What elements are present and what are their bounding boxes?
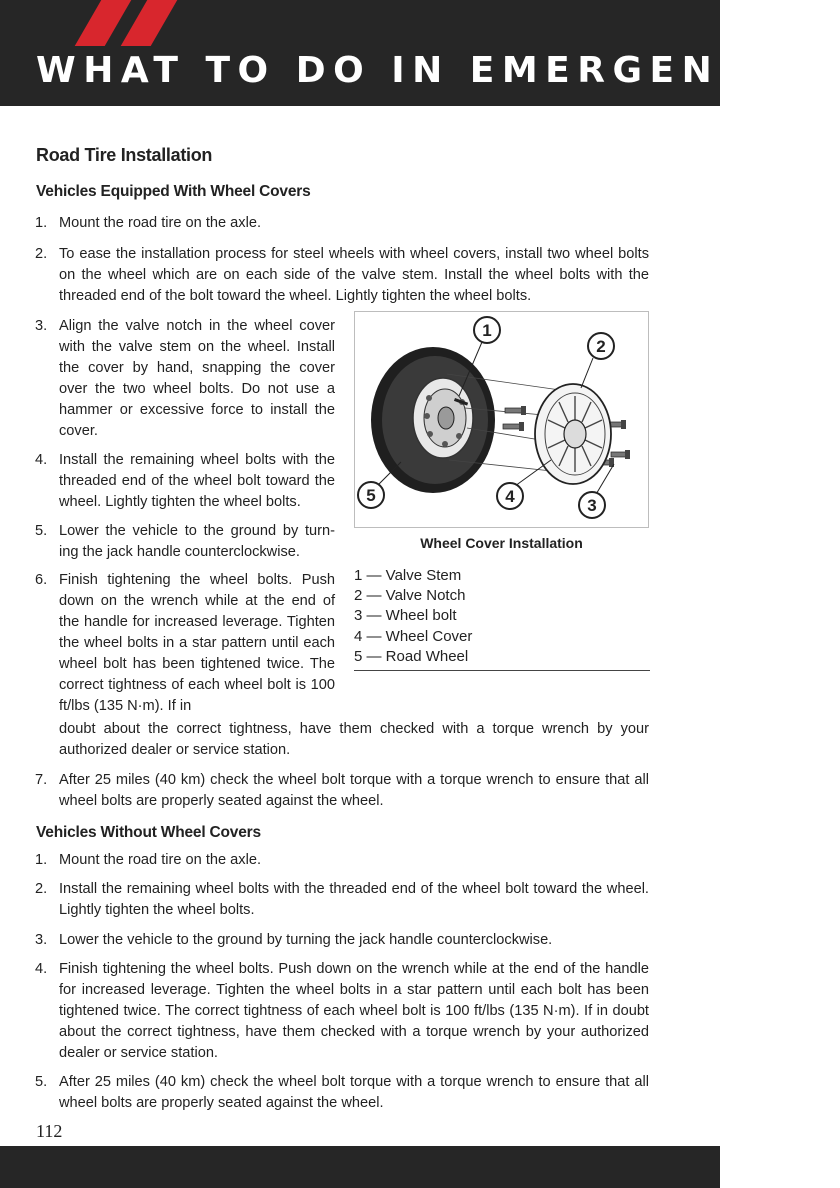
svg-text:1: 1 — [482, 321, 492, 340]
step-number: 4. — [35, 452, 48, 468]
without-covers-step-3 — [35, 930, 649, 951]
svg-text:4: 4 — [505, 487, 515, 506]
lug-hole — [456, 433, 462, 439]
without-covers-step-1 — [35, 850, 649, 871]
with-covers-step-6-continued — [59, 719, 649, 761]
step-number: 1. — [35, 852, 48, 868]
step-number: 7. — [35, 772, 48, 788]
svg-text:2: 2 — [596, 337, 606, 356]
step-text: Mount the road tire on the axle. — [59, 852, 262, 868]
step-text: Align the valve notch in the wheel cover with the valve stem on the wheel. Install the cover by hand, snapping the cover over the two wheel bolts. Do not use a hammer or excessive force to install the cover. — [59, 318, 335, 439]
without-covers-step-2 — [35, 879, 649, 921]
step-number: 3. — [35, 932, 48, 948]
legend-item: 3 — Wheel bolt — [354, 607, 457, 625]
with-covers-step-6 — [35, 570, 335, 717]
with-covers-step-1 — [35, 213, 649, 234]
leader-line-valve-notch — [581, 358, 593, 388]
without-covers-heading: Vehicles Without Wheel Covers — [36, 824, 261, 841]
step-number: 5. — [35, 523, 48, 539]
lug-hole — [442, 441, 448, 447]
without-covers-step-4 — [35, 959, 649, 1064]
svg-text:3: 3 — [587, 496, 597, 515]
legend-item: 1 — Valve Stem — [354, 567, 462, 584]
section-title: Road Tire Installation — [36, 145, 213, 165]
with-covers-step-5 — [35, 521, 335, 563]
step-number: 3. — [35, 318, 48, 334]
legend-item: 5 — Road Wheel — [354, 647, 469, 665]
step-text: Finish tightening the wheel bolts. Push down on the wrench while at the end of the handle for increased leverage. Tighten the wheel bolts in a star pattern until each wheel bolt has been tightened twice. The correct tightness of each wheel bolt is 100 ft/lbs (135 N·m). If in — [59, 572, 335, 714]
step-text: Lower the vehicle to the ground by turning the jack handle counterclockwise. — [59, 932, 553, 948]
with-covers-step-3 — [35, 316, 335, 442]
wheel-cover-center — [564, 420, 586, 448]
with-covers-heading: Vehicles Equipped With Wheel Covers — [36, 183, 311, 200]
header-stripe-right — [121, 0, 178, 46]
step-text: doubt about the correct tightness, have them checked with a torque wrench by your authorized dealer or service station. — [59, 721, 649, 758]
step-text: Lower the vehicle to the ground by turn- ing the jack handle counterclockwise. — [59, 523, 335, 560]
step-text: After 25 miles (40 km) check the wheel bolt torque with a torque wrench to ensure that all wheel bolts are properly seated against the wheel. — [59, 772, 649, 809]
with-covers-step-4 — [35, 450, 335, 513]
step-text: Install the remaining wheel bolts with the threaded end of the wheel bolt toward the wheel. Lightly tighten the wheel bolts. — [59, 881, 649, 918]
step-text: Finish tightening the wheel bolts. Push down on the wrench while at the end of the handle for increased leverage. Tighten the wheel bolts in a star pattern until each bolt has been tightened twice. The correct tightness of each wheel bolt is 100 ft/lbs (135 N·m). If in doubt about the correct tightness, have them checked with a torque wrench by your authorized dealer or service station. — [59, 961, 649, 1061]
legend-item: 4 — Wheel Cover — [354, 627, 473, 645]
legend-item: 2 — Valve Notch — [354, 587, 466, 605]
step-number: 1. — [35, 215, 48, 231]
svg-text:5: 5 — [366, 486, 376, 505]
callout-4 — [497, 483, 523, 509]
callout-3 — [579, 492, 605, 518]
with-covers-step-7 — [35, 770, 649, 812]
callout-1 — [474, 317, 500, 343]
wheel-hub-center — [438, 407, 454, 429]
callout-5 — [358, 482, 384, 508]
header-stripe-left — [75, 0, 132, 46]
step-text: Install the remaining wheel bolts with the threaded end of the wheel bolt toward the wheel. Lightly tighten the wheel bolts. — [59, 452, 335, 510]
step-text: Mount the road tire on the axle. — [59, 215, 262, 231]
wheel-cover-figure — [354, 311, 649, 528]
step-number: 2. — [35, 246, 48, 262]
with-covers-step-2 — [35, 244, 649, 307]
lug-hole — [424, 413, 430, 419]
page-header — [0, 0, 840, 106]
lug-hole — [426, 395, 432, 401]
callout-2 — [588, 333, 614, 359]
step-text: After 25 miles (40 km) check the wheel bolt torque with a torque wrench to ensure that all wheel bolts are properly seated against the wheel. — [59, 1074, 649, 1111]
legend-divider — [354, 670, 650, 671]
step-number: 2. — [35, 881, 48, 897]
leader-line-wheel-cover — [515, 460, 551, 486]
without-covers-step-5 — [35, 1072, 649, 1114]
step-number: 5. — [35, 1074, 48, 1090]
figure-legend — [354, 566, 649, 667]
step-number: 6. — [35, 572, 48, 588]
step-number: 4. — [35, 961, 48, 977]
lug-hole — [427, 431, 433, 437]
figure-caption: Wheel Cover Installation — [420, 535, 583, 551]
wheel-cover-illustration — [355, 312, 648, 527]
page-footer — [0, 1146, 720, 1188]
header-title: WHAT TO DO IN EMERGENCIES — [36, 50, 840, 91]
step-text: To ease the installation process for steel wheels with wheel covers, install two wheel bolts on the wheel which are on each side of the valve stem. Install the wheel bolts with the threaded end of the bolt toward the wheel. Lightly tighten the wheel bolts. — [59, 246, 649, 304]
page-number: 112 — [36, 1121, 63, 1141]
